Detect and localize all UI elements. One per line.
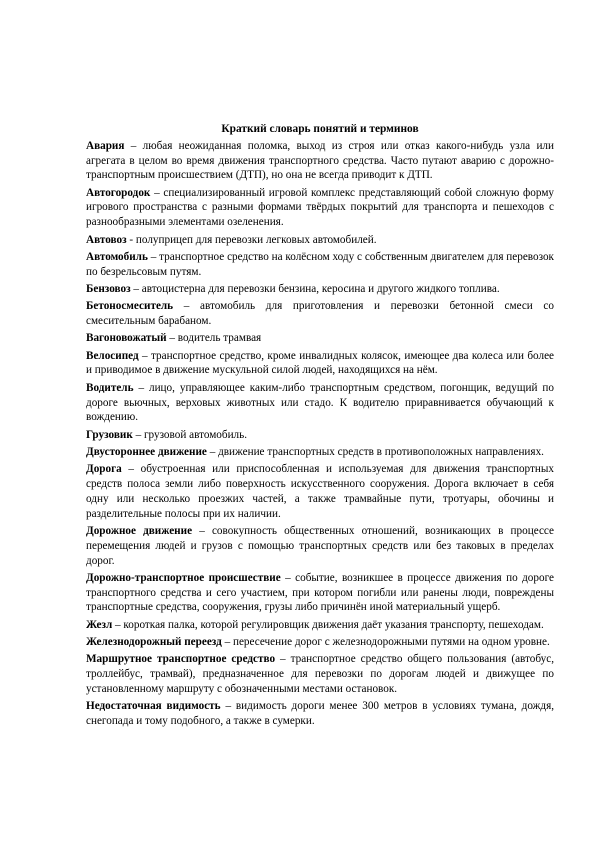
term: Автовоз [86, 233, 127, 246]
term: Велосипед [86, 349, 139, 362]
glossary-entry [86, 699, 554, 729]
term: Грузовик [86, 428, 133, 441]
definition: – транспортное средство, кроме инвалидных колясок, имеющее два колеса или более и приводимое в движение мускульной силой людей, находящихся на нём. [86, 349, 554, 377]
glossary-entry [86, 462, 554, 521]
term: Дорога [86, 463, 122, 476]
term: Вагоновожатый [86, 332, 167, 345]
glossary-entry [86, 250, 554, 280]
definition: – специализированный игровой комплекс представляющий собой сложную форму игрового пространства с разными формами твёрдых покрытий для транспорта и пешеходов с разнообразными элементами озеленения. [86, 186, 554, 229]
glossary-entry [86, 428, 554, 443]
definition: – обустроенная или приспособленная и используемая для движения транспортных средств полоса земли либо поверхность искусственного сооружения. Дорога включает в себя одну или несколько проезжих частей, а также трамвайные пути, тротуары, обочины и разделительные полосы при их наличии. [86, 463, 554, 520]
definition: – движение транспортных средств в противоположных направлениях. [206, 445, 544, 458]
term: Двустороннее движение [86, 445, 207, 458]
term: Автогородок [86, 186, 151, 199]
term: Недостаточная видимость [86, 700, 221, 713]
definition: – водитель трамвая [166, 332, 262, 345]
definition: – видимость дороги менее 300 метров в условиях тумана, дождя, снегопада и тому подобного, а также в сумерки. [86, 700, 555, 727]
term: Железнодорожный переезд [86, 636, 222, 648]
glossary-entries [86, 139, 554, 729]
glossary-entry [86, 524, 554, 568]
definition: – автоцистерна для перевозки бензина, керосина и другого жидкого топлива. [130, 282, 500, 295]
glossary-entry [86, 186, 554, 230]
term: Жезл [86, 618, 113, 631]
glossary-entry [86, 445, 554, 460]
term: Авария [86, 139, 125, 152]
term: Бетоносмеситель [86, 300, 174, 313]
definition: – совокупность общественных отношений, возникающих в процессе перемещения людей и грузов с помощью транспортных средств или без таковых в пределах дорог. [86, 524, 554, 567]
definition: – лицо, управляющее каким-либо транспортным средством, погонщик, ведущий по дороге вьючных, верховых животных или стадо. К водителю приравнивается обучающий к вождению. [86, 381, 554, 424]
definition: – грузовой автомобиль. [132, 428, 248, 441]
definition: – пересечение дорог с железнодорожными путями на одном уровне. [221, 636, 550, 648]
glossary-entry [86, 282, 554, 297]
glossary-entry [86, 571, 554, 615]
definition: – короткая палка, которой регулировщик движения даёт указания транспорту, пешеходам. [112, 618, 544, 631]
glossary-entry [86, 618, 554, 633]
term: Водитель [86, 381, 134, 394]
term: Автомобиль [86, 250, 148, 263]
glossary-entry [86, 331, 554, 346]
definition: – любая неожиданная поломка, выход из строя или отказ какого-нибудь узла или агрегата в целом во время движения транспортного средства. Часто путают аварию с дорожно-транспортным происшествием (ДТП), но она не всегда приводит к ДТП. [86, 139, 554, 182]
term: Дорожно-транспортное происшествие [86, 571, 281, 584]
glossary-title: Краткий словарь понятий и терминов [221, 123, 419, 135]
glossary-entry [86, 233, 554, 248]
glossary-entry [86, 652, 554, 696]
definition: – автомобиль для приготовления и перевозки бетонной смеси со смесительным барабаном. [86, 300, 554, 328]
term: Бензовоз [86, 282, 131, 295]
term: Маршрутное транспортное средство [86, 653, 276, 666]
glossary-content [86, 122, 554, 731]
glossary-entry [86, 139, 554, 183]
definition: – событие, возникшее в процессе движения по дороге транспортного средства и сего участием, при котором погибли или ранены люди, повреждены транспортные средства, сооружения, грузы либо причинён иной материальный ущерб. [86, 571, 554, 614]
definition: – транспортное средство на колёсном ходу с собственным двигателем для перевозок по безрельсовым путям. [86, 250, 554, 278]
glossary-entry [86, 381, 554, 425]
glossary-entry [86, 635, 554, 650]
glossary-entry [86, 299, 554, 329]
term: Дорожное движение [86, 524, 193, 537]
definition: - полуприцеп для перевозки легковых автомобилей. [126, 233, 377, 246]
glossary-entry [86, 349, 554, 379]
definition: – транспортное средство общего пользования (автобус, троллейбус, трамвай), предназначенное для перевозки по дорогам людей и движущее по установленному маршруту с обозначенными местами остановок. [86, 653, 554, 695]
